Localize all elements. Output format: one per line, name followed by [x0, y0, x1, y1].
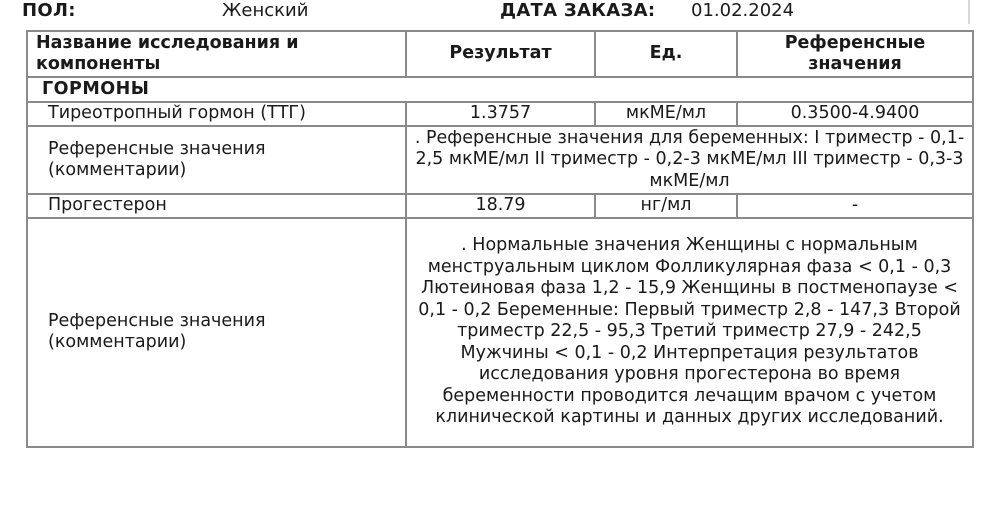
- table-row: [27, 194, 973, 218]
- order-date-value: 01.02.2024: [691, 0, 795, 21]
- column-header-reference: Референсные значения: [737, 31, 973, 77]
- test-unit: мкМЕ/мл: [595, 102, 737, 126]
- comment-text: . Референсные значения для беременных: I триместр - 0,1-2,5 мкМЕ/мл II триместр - 0,2-3 мкМЕ/мл III триместр - 0,3-3 мкМЕ/мл: [406, 126, 973, 194]
- comment-row: [27, 126, 973, 194]
- test-reference: -: [737, 194, 973, 218]
- comment-text: . Нормальные значения Женщины с нормальным менструальным циклом Фолликулярная фаза < 0,1 - 0,3 Лютеиновая фаза 1,2 - 15,9 Женщины в постменопаузе < 0,1 - 0,2 Беременные: Первый триместр 2,8 - 147,3 Второй триместр 22,5 - 95,3 Третий триместр 27,9 - 242,5 Мужчины < 0,1 - 0,2 Интерпретация результатов исследования уровня прогестерона во время беременности проводится лечащим врачом с учетом клинической картины и данных других исследований.: [406, 218, 973, 447]
- test-name: Прогестерон: [27, 194, 406, 218]
- divider: [968, 0, 970, 24]
- sex-label: ПОЛ:: [22, 0, 76, 21]
- column-header-name: Название исследования и компоненты: [27, 31, 406, 77]
- comment-row: [27, 218, 973, 447]
- column-header-result: Результат: [406, 31, 595, 77]
- sex-value: Женский: [222, 0, 309, 21]
- test-name: Тиреотропный гормон (ТТГ): [27, 102, 406, 126]
- table-row: [27, 102, 973, 126]
- test-result: 1.3757: [406, 102, 595, 126]
- patient-info-line: [0, 0, 1000, 26]
- test-reference: 0.3500-4.9400: [737, 102, 973, 126]
- section-row: [27, 77, 973, 102]
- order-date-label: ДАТА ЗАКАЗА:: [500, 0, 656, 21]
- results-table: [26, 30, 974, 448]
- comment-label: Референсные значения (комментарии): [27, 126, 406, 194]
- test-unit: нг/мл: [595, 194, 737, 218]
- test-result: 18.79: [406, 194, 595, 218]
- column-header-unit: Ед.: [595, 31, 737, 77]
- section-title: ГОРМОНЫ: [27, 77, 973, 102]
- comment-label: Референсные значения (комментарии): [27, 218, 406, 447]
- table-header-row: [27, 31, 973, 77]
